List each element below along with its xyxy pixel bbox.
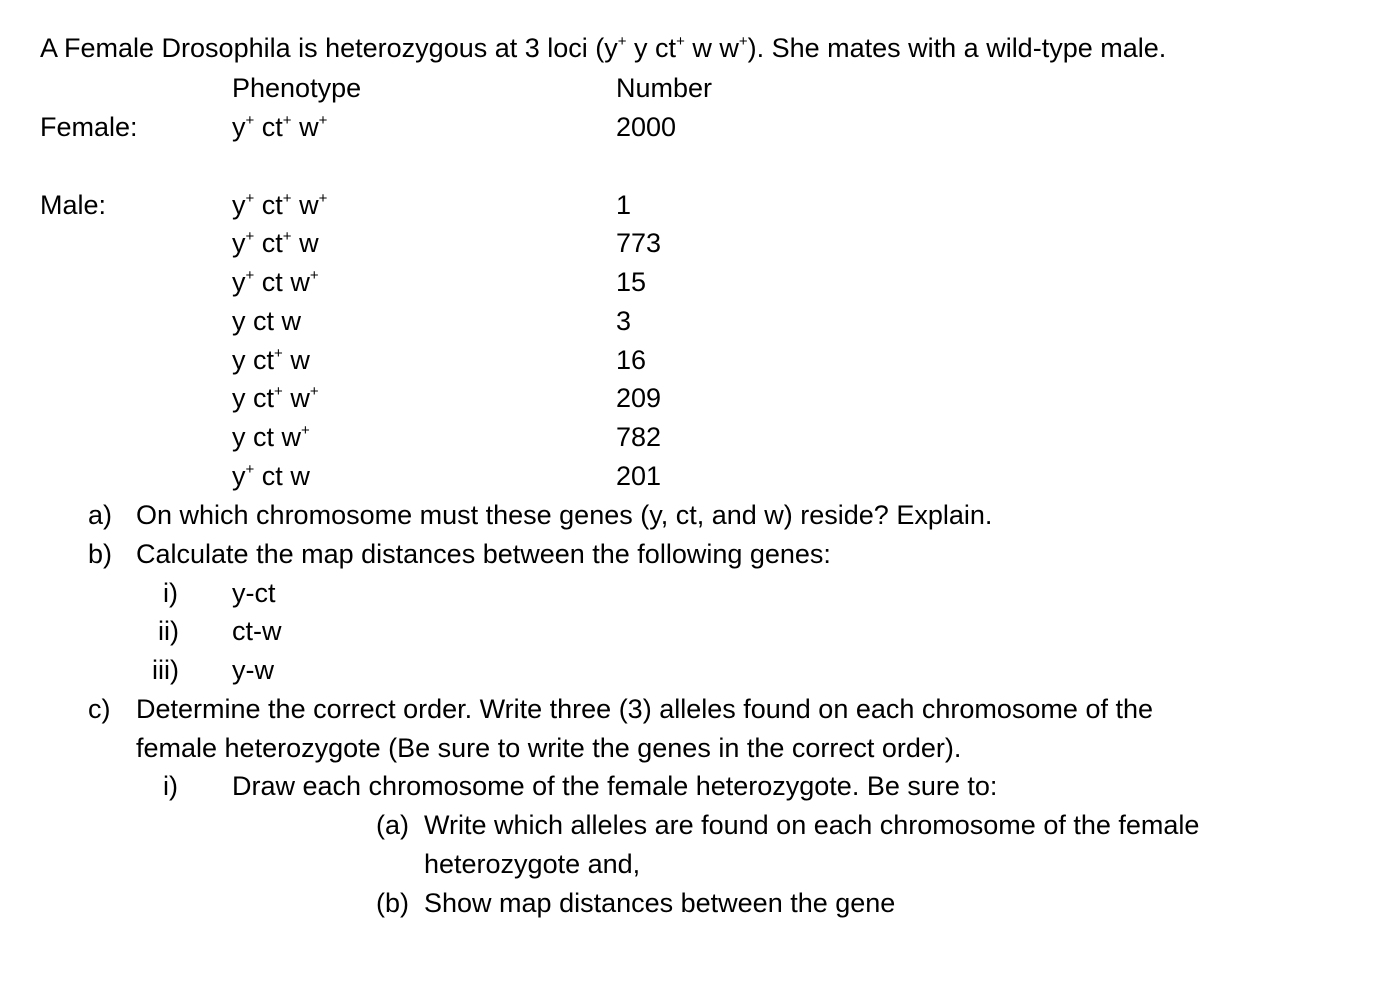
question-c-sub-a-line2: heterozygote and, [424,849,641,879]
superscript-plus: + [617,33,627,50]
question-c-sub-a-label: (a) [376,810,409,840]
gene-w: w+ [299,112,328,142]
question-c-sub-b-text: Show map distances between the gene [424,888,896,918]
question-c-sub-b-label: (b) [376,888,409,918]
question-c-sub-i-label: i) [163,771,178,801]
question-b-item-text: y-w [232,655,274,685]
male-phenotype: y+ ct+ w [232,228,319,258]
male-number: 201 [616,461,662,491]
question-b-text: Calculate the map distances between the following genes: [136,539,831,569]
question-b-item-label: ii) [158,616,179,646]
heading-text-2: y ct [626,33,677,63]
question-c-line1: Determine the correct order. Write three (3) alleles found on each chromosome of the [136,694,1153,724]
heading-text-3: w w [684,33,739,63]
male-number: 16 [616,345,647,375]
phenotype-header: Phenotype [232,73,362,103]
gene-ct: ct+ [261,112,292,142]
superscript-plus: + [676,33,685,50]
superscript-plus: + [738,33,748,50]
male-number: 209 [616,383,662,413]
heading-text-1: A Female Drosophila is heterozygous at 3 loci (y [40,33,618,63]
male-phenotype: y ct+ w [232,345,310,375]
question-c-sub-i-text: Draw each chromosome of the female heterozygote. Be sure to: [232,771,998,801]
male-number: 3 [616,306,632,336]
question-c-line2: female heterozygote (Be sure to write the genes in the correct order). [136,733,962,763]
question-c-label: c) [88,694,111,724]
heading-text-4: ). She mates with a wild-type male. [747,33,1167,63]
question-b-item-text: ct-w [232,616,282,646]
question-b-item-text: y-ct [232,578,276,608]
male-phenotype: y ct+ w+ [232,383,319,413]
question-b-label: b) [88,539,113,569]
male-number: 1 [616,190,632,220]
question-a-label: a) [88,500,113,530]
question-a-text: On which chromosome must these genes (y, ct, and w) reside? Explain. [136,500,993,530]
gene-y: y+ [232,112,255,142]
heading [40,35,1166,62]
male-number: 782 [616,422,662,452]
male-number: 15 [616,267,647,297]
female-number: 2000 [616,112,677,142]
female-label: Female: [40,112,138,142]
male-phenotype: y+ ct w+ [232,267,319,297]
male-phenotype: y+ ct w [232,461,310,491]
number-header: Number [616,73,713,103]
question-c-sub-a-line1: Write which alleles are found on each chromosome of the female [424,810,1200,840]
male-number: 773 [616,228,662,258]
male-phenotype: y+ ct+ w+ [232,190,328,220]
question-b-item-label: i) [163,578,178,608]
male-label: Male: [40,190,107,220]
female-phenotype [232,114,327,141]
question-b-item-label: iii) [152,655,179,685]
male-phenotype: y ct w [232,306,302,336]
male-phenotype: y ct w+ [232,422,310,452]
